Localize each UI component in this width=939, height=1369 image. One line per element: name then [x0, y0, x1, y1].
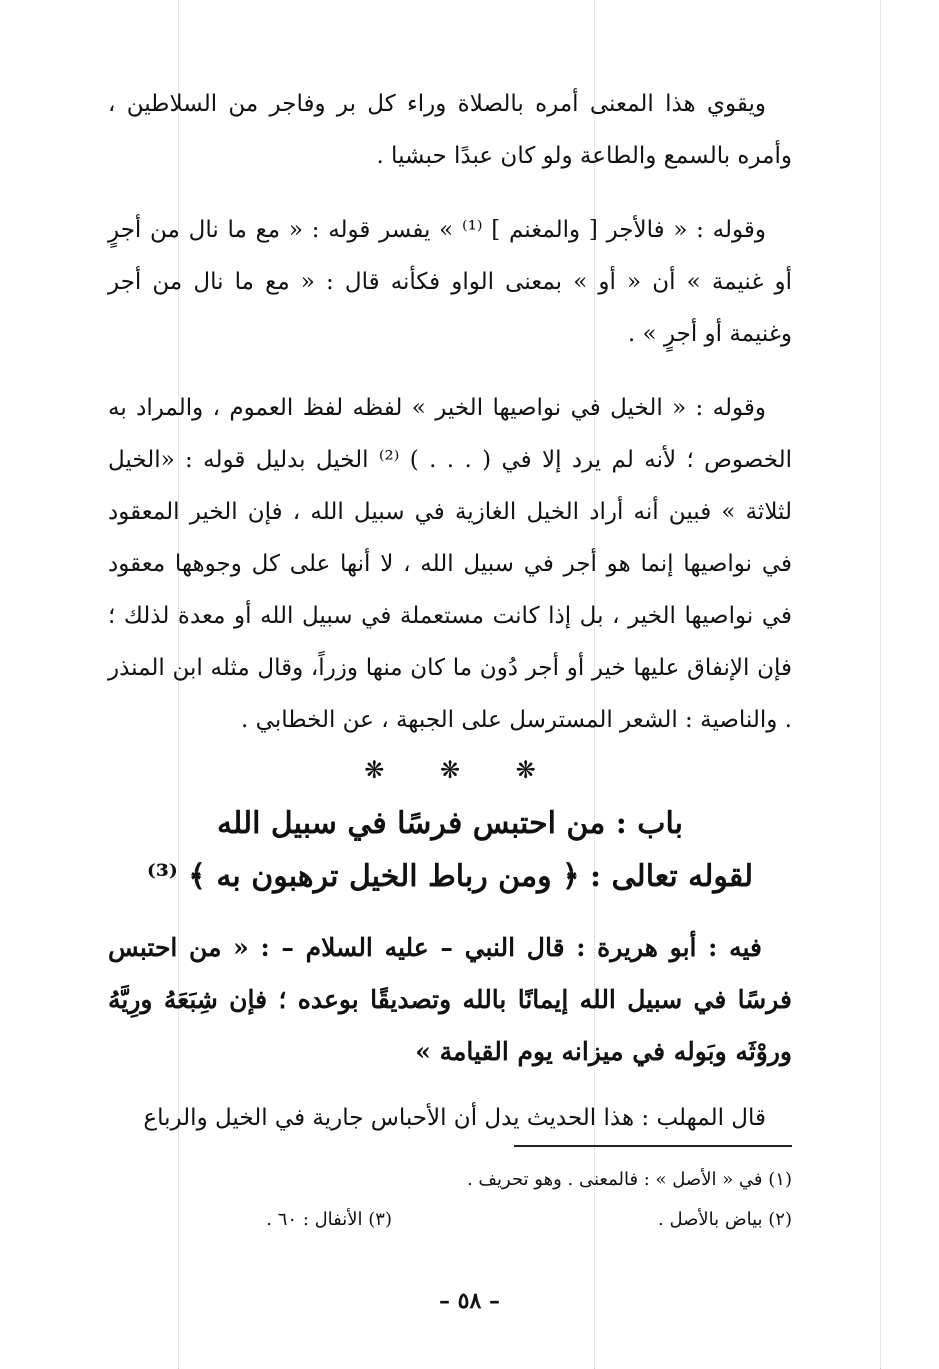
- paragraph-2: وقوله : « فالأجر [ والمغنم ] ⁽¹⁾ » يفسر قوله : « مع ما نال من أجرٍ أو غنيمة » أن « أو » بمعنى الواو فكأنه قال : « مع ما نال من أجر وغنيمة أو أجرٍ » .: [108, 217, 792, 347]
- footnote-divider: [514, 1145, 792, 1147]
- page-body: [108, 78, 792, 1166]
- commentary-paragraph: قال المهلب : هذا الحديث يدل أن الأحباس جارية في الخيل والرباع: [143, 1105, 766, 1131]
- chapter-subtitle: لقوله تعالى : ﴿ ومن رباط الخيل ترهبون به ﴾ ⁽³⁾: [146, 859, 754, 894]
- footnotes: [108, 1160, 792, 1240]
- paragraph-1: ويقوي هذا المعنى أمره بالصلاة وراء كل بر وفاجر من السلاطين ، وأمره بالسمع والطاعة ولو كان عبدًا حبشيا .: [108, 91, 792, 169]
- hadith-text: فيه : أبو هريرة : قال النبي – عليه السلام – : « من احتبس فرسًا في سبيل الله إيمانًا بالله وتصديقًا بوعده ؛ فإن شِبَعَهُ ورِيَّهُ وروْثَه وبَوله في ميزانه يوم القيامة »: [108, 933, 792, 1066]
- footnote-1: (١) في « الأصل » : فالمعنى . وهو تحريف .: [466, 1169, 792, 1190]
- page-number: – ٥٨ –: [439, 1288, 500, 1314]
- paragraph-3: وقوله : « الخيل في نواصيها الخير » لفظه لفظ العموم ، والمراد به الخصوص ؛ لأنه لم يرد إلا في ( . . . ) ⁽²⁾ الخيل بدليل قوله : «الخيل لثلاثة » فبين أنه أراد الخيل الغازية في سبيل الله ، فإن الخير المعقود في نواصيها إنما هو أجر في سبيل الله ، لا أنها على كل وجوهها معقود في نواصيها الخير ، بل إذا كانت مستعملة في سبيل الله أو معدة لذلك ؛ فإن الإنفاق عليها خير أو أجر دُون ما كان منها وزراً، وقال مثله ابن المنذر . والناصية : الشعر المسترسل على الجبهة ، عن الخطابي .: [108, 395, 792, 733]
- footnote-row-1: [108, 1160, 792, 1200]
- chapter-title: باب : من احتبس فرسًا في سبيل الله: [216, 806, 684, 841]
- footnote-3: (٣) الأنفال : ٦٠ .: [266, 1209, 392, 1230]
- margin-guide-right: [880, 0, 881, 1369]
- footnote-2: (٢) بياض بالأصل .: [658, 1209, 792, 1230]
- footnote-row-2: [108, 1200, 792, 1240]
- section-separator: ❋ ❋ ❋: [364, 756, 536, 784]
